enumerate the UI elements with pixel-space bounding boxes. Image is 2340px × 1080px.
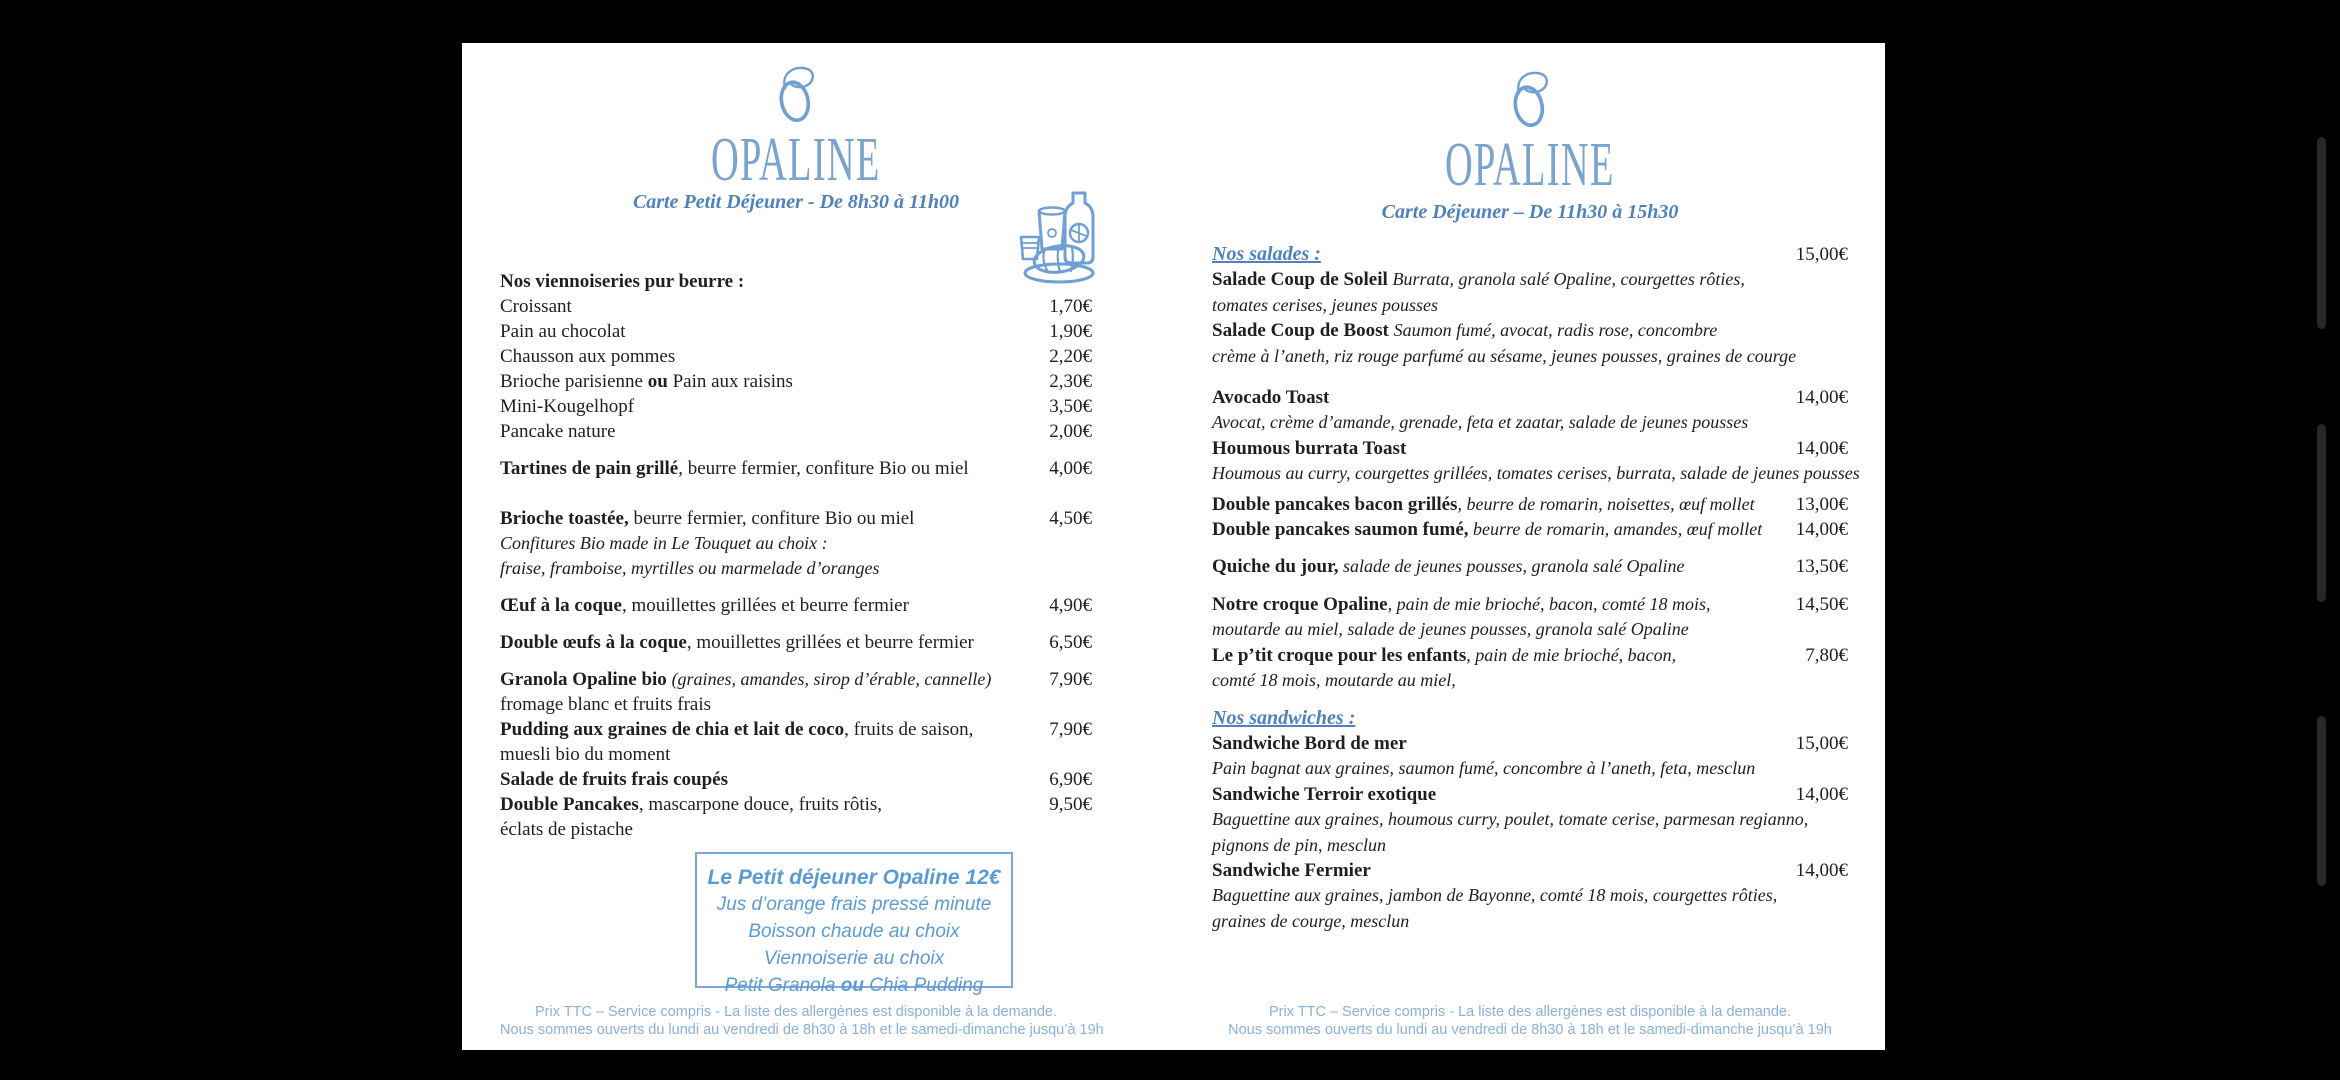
menu-line: Œuf à la coque, mouillettes grillées et beurre fermier 4,90€ [500,595,1092,616]
item-price: 9,50€ [1049,794,1092,815]
menu-line: Double pancakes saumon fumé, beurre de romarin, amandes, œuf mollet 14,00€ [1212,517,1848,542]
footer-line-1: Prix TTC – Service compris - La liste des allergènes est disponible à la demande. [1269,1004,1791,1020]
item-price: 14,00€ [1795,859,1848,881]
item-price: 6,90€ [1049,769,1092,790]
deal-line: Petit Granola ou Chia Pudding [724,975,984,996]
page-breakfast [500,43,1104,1050]
menu-line: Salade de fruits frais coupés 6,90€ [500,769,1092,790]
menu-line: Avocado Toast 14,00€ [1212,385,1848,410]
scrollbar-segment-3[interactable] [2317,716,2326,886]
item-price: 13,50€ [1795,556,1848,578]
item-price: 4,50€ [1049,508,1092,529]
menu-line: Pain au chocolat 1,90€ [500,321,1092,342]
opaline-script-o-icon [1506,68,1554,130]
menu-line: tomates cerises, jeunes pousses [1212,294,1438,315]
breakfast-deal-box [695,852,1013,996]
brand-name: OPALINE [711,126,881,194]
menu-line: Sandwiche Bord de mer 15,00€ [1212,731,1848,756]
item-price: 2,20€ [1049,346,1092,367]
item-price: 4,00€ [1049,458,1092,479]
menu-line: Quiche du jour, salade de jeunes pousses, granola salé Opaline 13,50€ [1212,554,1848,579]
menu-line: Brioche toastée, beurre fermier, confiture Bio ou miel 4,50€ [500,508,1092,529]
menu-line: Notre croque Opaline, pain de mie brioché, bacon, comté 18 mois, 14,50€ [1212,592,1848,617]
menu-subtitle-lunch: Carte Déjeuner – De 11h30 à 15h30 [1381,201,1679,223]
menu-line: Nos salades : 15,00€ [1212,242,1848,267]
menu-line: Nos sandwiches : [1212,706,1356,729]
menu-line: Baguettine aux graines, jambon de Bayonne, comté 18 mois, courgettes rôties, [1212,885,1778,906]
item-price: 2,30€ [1049,371,1092,392]
menu-line: Pain bagnat aux graines, saumon fumé, concombre à l’aneth, feta, mesclun [1212,758,1756,779]
page-lunch [1212,43,1860,1050]
deal-line: Jus d’orange frais pressé minute [716,894,992,915]
menu-line: fromage blanc et fruits frais [500,694,712,715]
breakfast-menu-list [500,269,1092,842]
footer-line-2: Nous sommes ouverts du lundi au vendredi de 8h30 à 18h et le samedi-dimanche jusqu’à 19h [500,1022,1104,1038]
item-price: 3,50€ [1049,396,1092,417]
menu-subtitle-breakfast: Carte Petit Déjeuner - De 8h30 à 11h00 [632,191,960,213]
menu-line: Baguettine aux graines, houmous curry, poulet, tomate cerise, parmesan regianno, [1212,809,1809,830]
menu-line: moutarde au miel, salade de jeunes pousses, granola salé Opaline [1212,619,1689,640]
menu-line: Mini-Kougelhopf 3,50€ [500,396,1092,417]
deal-line: Boisson chaude au choix [748,921,960,942]
menu-line: Double œufs à la coque, mouillettes grillées et beurre fermier 6,50€ [500,632,1092,653]
menu-line: Pudding aux graines de chia et lait de coco, fruits de saison, 7,90€ [500,719,1092,740]
scrollbar-segment-1[interactable] [2317,137,2326,329]
item-price: 14,50€ [1795,593,1848,615]
item-price: 14,00€ [1795,437,1848,459]
opaline-script-o-icon [772,63,820,125]
footer-line-2: Nous sommes ouverts du lundi au vendredi de 8h30 à 18h et le samedi-dimanche jusqu’à 19h [1228,1022,1832,1038]
menu-line: Houmous au curry, courgettes grillées, tomates cerises, burrata, salade de jeunes pousses [1212,463,1860,484]
menu-line: Chausson aux pommes 2,20€ [500,346,1092,367]
menu-line: pignons de pin, mesclun [1212,834,1386,855]
footer-line-1: Prix TTC – Service compris - La liste des allergènes est disponible à la demande. [535,1004,1057,1020]
menu-line: Nos viennoiseries pur beurre : [500,271,745,292]
deal-line: Viennoiserie au choix [763,948,945,969]
item-price: 6,50€ [1049,632,1092,653]
page-footer [1212,1003,1848,1039]
lunch-menu-list [1212,242,1860,934]
item-price: 4,90€ [1049,595,1092,616]
item-price: 7,80€ [1805,644,1848,666]
item-price: 1,90€ [1049,321,1092,342]
menu-line: Confitures Bio made in Le Touquet au choix : [500,533,828,553]
deal-title: Le Petit déjeuner Opaline 12€ [707,866,1001,889]
menu-line: Croissant 1,70€ [500,296,1092,317]
deal-lines [697,891,1011,999]
menu-line: Tartines de pain grillé, beurre fermier, confiture Bio ou miel 4,00€ [500,458,1092,479]
menu-line: Houmous burrata Toast 14,00€ [1212,436,1848,461]
item-price: 15,00€ [1795,244,1848,265]
menu-line: Granola Opaline bio (graines, amandes, sirop d’érable, cannelle) 7,90€ [500,669,1092,690]
menu-line: crème à l’aneth, riz rouge parfumé au sésame, jeunes pousses, graines de courge [1212,345,1797,366]
menu-line: muesli bio du moment [500,744,671,765]
menu-line: graines de courge, mesclun [1212,910,1410,931]
menu-line: Pancake nature 2,00€ [500,421,1092,442]
item-price: 15,00€ [1795,732,1848,754]
item-price: 14,00€ [1795,519,1848,541]
item-price: 14,00€ [1795,387,1848,409]
brand-header [1212,68,1848,199]
item-price: 7,90€ [1049,719,1092,740]
brand-header [500,63,1092,194]
menu-line: Sandwiche Fermier 14,00€ [1212,858,1848,883]
scrollbar-segment-2[interactable] [2317,424,2326,602]
menu-line: comté 18 mois, moutarde au miel, [1212,670,1456,691]
menu-line: Avocat, crème d’amande, grenade, feta et zaatar, salade de jeunes pousses [1212,412,1749,433]
item-price: 13,00€ [1795,493,1848,515]
item-price: 2,00€ [1049,421,1092,442]
page-footer [500,1003,1104,1039]
menu-line: éclats de pistache [500,819,633,840]
menu-line: Double Pancakes, mascarpone douce, fruits rôtis, 9,50€ [500,794,1092,815]
menu-line: Salade Coup de Soleil Burrata, granola salé Opaline, courgettes rôties, [1212,269,1745,291]
menu-line: Double pancakes bacon grillés, beurre de romarin, noisettes, œuf mollet 13,00€ [1212,492,1848,517]
menu-line: fraise, framboise, myrtilles ou marmelade d’oranges [500,558,880,578]
item-price: 7,90€ [1049,669,1092,690]
item-price: 14,00€ [1795,783,1848,805]
menu-line: Sandwiche Terroir exotique 14,00€ [1212,782,1848,807]
menu-line: Le p’tit croque pour les enfants, pain de mie brioché, bacon, 7,80€ [1212,643,1848,668]
menu-document [462,43,1885,1050]
menu-line: Brioche parisienne ou Pain aux raisins 2,30€ [500,371,1092,392]
menu-line: Salade Coup de Boost Saumon fumé, avocat, radis rose, concombre [1212,320,1718,342]
brand-name: OPALINE [1445,131,1615,199]
item-price: 1,70€ [1049,296,1092,317]
